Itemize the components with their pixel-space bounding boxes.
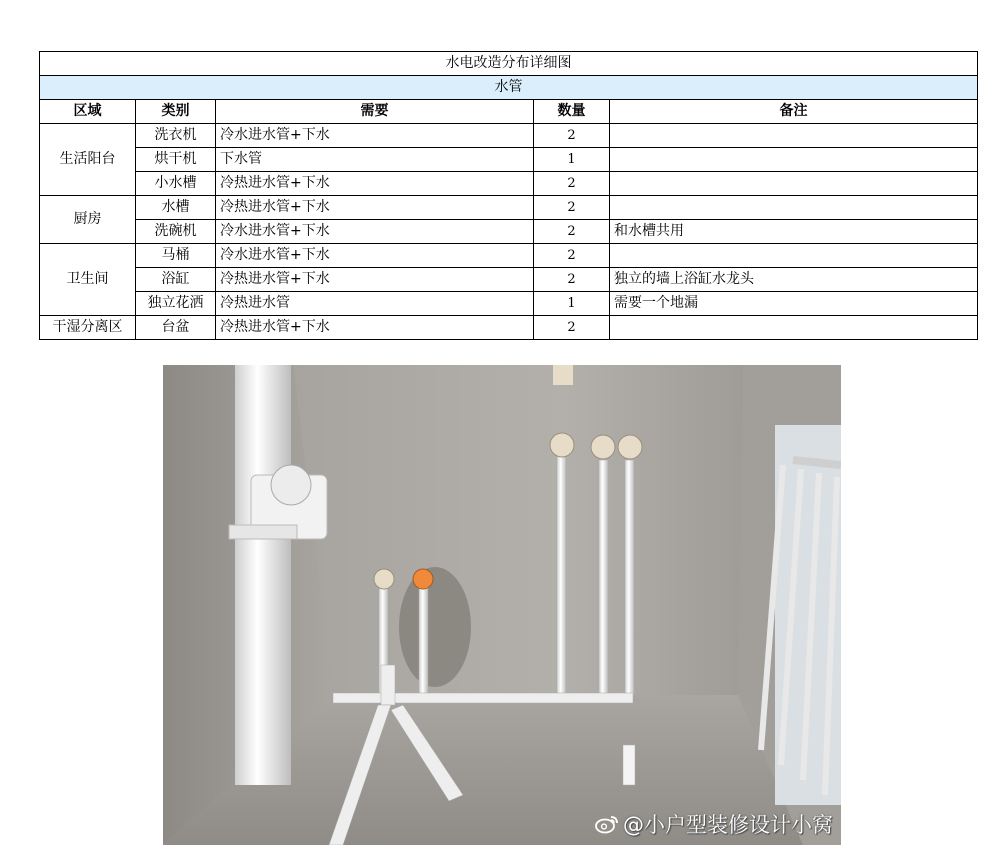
quantity-cell: 1 [534,292,610,316]
drain-stack-pipe [235,365,291,785]
note-cell: 需要一个地漏 [610,292,978,316]
table-row [40,124,978,148]
area-cell: 厨房 [40,196,136,244]
need-cell: 冷热进水管+下水 [216,316,534,340]
need-cell: 冷热进水管 [216,292,534,316]
table-row [40,316,978,340]
watermark-text: @小户型装修设计小窝 [623,813,833,837]
table-title-row [40,52,978,76]
quantity-cell: 2 [534,220,610,244]
type-cell: 洗碗机 [136,220,216,244]
quantity-cell: 2 [534,196,610,220]
need-cell: 冷热进水管+下水 [216,268,534,292]
note-cell: 独立的墙上浴缸水龙头 [610,268,978,292]
table-subtitle: 水管 [40,76,978,100]
column-header-qty: 数量 [534,100,610,124]
type-cell: 台盆 [136,316,216,340]
weibo-icon [595,814,619,834]
type-cell: 烘干机 [136,148,216,172]
table-title: 水电改造分布详细图 [40,52,978,76]
table-row [40,196,978,220]
column-header-area: 区域 [40,100,136,124]
table-row [40,292,978,316]
back-wall [293,365,743,695]
note-cell [610,316,978,340]
area-cell: 生活阳台 [40,124,136,196]
need-cell: 冷热进水管+下水 [216,172,534,196]
table-row [40,244,978,268]
need-cell: 冷热进水管+下水 [216,196,534,220]
type-cell: 洗衣机 [136,124,216,148]
column-header-type: 类别 [136,100,216,124]
need-cell: 下水管 [216,148,534,172]
table-subtitle-row [40,76,978,100]
need-cell: 冷水进水管+下水 [216,244,534,268]
photo-illustration [163,365,841,845]
area-cell: 卫生间 [40,244,136,316]
bathroom-plumbing-photo [163,365,841,845]
quantity-cell: 2 [534,124,610,148]
need-cell: 冷水进水管+下水 [216,124,534,148]
type-cell: 小水槽 [136,172,216,196]
table-row [40,268,978,292]
type-cell: 马桶 [136,244,216,268]
type-cell: 浴缸 [136,268,216,292]
area-cell: 干湿分离区 [40,316,136,340]
table-header-row [40,100,978,124]
quantity-cell: 2 [534,316,610,340]
column-header-need: 需要 [216,100,534,124]
column-header-note: 备注 [610,100,978,124]
note-cell: 和水槽共用 [610,220,978,244]
quantity-cell: 2 [534,268,610,292]
quantity-cell: 1 [534,148,610,172]
table-row [40,220,978,244]
quantity-cell: 2 [534,244,610,268]
photo-watermark [595,809,833,839]
table-row [40,172,978,196]
note-cell [610,124,978,148]
table-row [40,148,978,172]
plumbing-plan-document [39,51,977,340]
wet-stain [399,567,471,687]
note-cell [610,196,978,220]
note-cell [610,244,978,268]
note-cell [610,148,978,172]
type-cell: 独立花洒 [136,292,216,316]
need-cell: 冷水进水管+下水 [216,220,534,244]
note-cell [610,172,978,196]
type-cell: 水槽 [136,196,216,220]
plumbing-plan-table [39,51,978,340]
quantity-cell: 2 [534,172,610,196]
